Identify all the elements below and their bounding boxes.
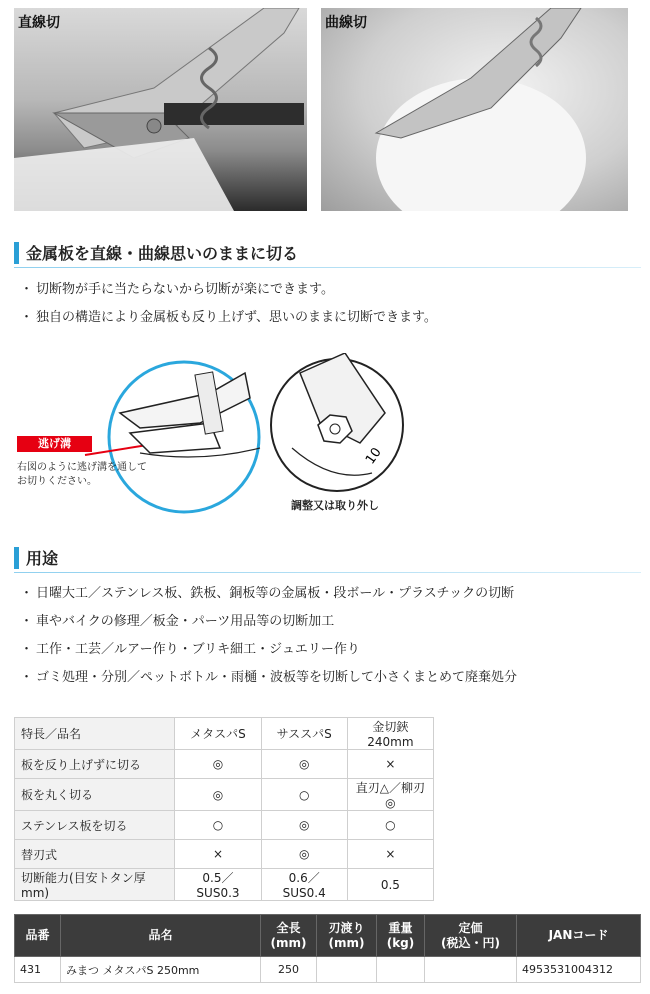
table-header-cell: 金切鋏240mm	[347, 718, 433, 750]
table-header-cell: 全長 (mm)	[261, 915, 317, 957]
table-row	[15, 779, 434, 811]
table-cell: 0.5	[347, 869, 433, 901]
table-cell: 板を反り上げずに切る	[15, 750, 175, 779]
table-cell: ○	[347, 811, 433, 840]
nut-number: 10	[362, 445, 385, 468]
comparison-table	[14, 717, 434, 901]
table-header-cell: 刃渡り (mm)	[317, 915, 377, 957]
heading-rule	[14, 572, 641, 573]
table-header-cell: サススパS	[261, 718, 347, 750]
table-cell	[425, 957, 517, 983]
list-item: ・ 日曜大工／ステンレス板、鉄板、銅板等の金属板・段ボール・プラスチックの切断	[20, 586, 515, 601]
table-header-cell: 定価 (税込・円)	[425, 915, 517, 957]
diagram-caption: 調整又は取り外し	[291, 499, 379, 512]
table-row	[15, 750, 434, 779]
relief-groove-note: 右図のように逃げ溝を通してお切りください。	[17, 462, 147, 487]
table-cell: ×	[347, 840, 433, 869]
table-cell: ◎	[261, 840, 347, 869]
photo-curve-cut	[321, 8, 628, 211]
list-item: ・ 切断物が手に当たらないから切断が楽にできます。	[20, 282, 334, 297]
list-item: ・ 車やバイクの修理／板金・パーツ用品等の切断加工	[20, 614, 335, 629]
table-header-cell: JANコード	[517, 915, 641, 957]
table-header-cell: 品番	[15, 915, 61, 957]
table-cell: ◎	[175, 779, 261, 811]
snips-illustration	[321, 8, 628, 211]
table-cell: ◎	[175, 750, 261, 779]
table-cell: みまつ メタスパS 250mm	[61, 957, 261, 983]
feature-list	[20, 280, 620, 336]
table-cell: ステンレス板を切る	[15, 811, 175, 840]
photo-straight-cut	[14, 8, 307, 211]
table-header-cell: 特長／品名	[15, 718, 175, 750]
snips-illustration	[14, 8, 307, 211]
table-cell: 250	[261, 957, 317, 983]
table-row	[15, 869, 434, 901]
table-row	[15, 811, 434, 840]
table-cell: ○	[261, 779, 347, 811]
list-item: ・ 工作・工芸／ルアー作り・ブリキ細工・ジュエリー作り	[20, 642, 360, 657]
section-heading	[14, 543, 641, 573]
table-cell: ×	[347, 750, 433, 779]
table-cell: ×	[175, 840, 261, 869]
table-cell: ◎	[261, 750, 347, 779]
table-row	[15, 957, 641, 983]
table-header-cell: 品名	[61, 915, 261, 957]
usage-list	[20, 584, 620, 696]
table-row	[15, 840, 434, 869]
table-header-cell: 重量 (kg)	[377, 915, 425, 957]
table-cell	[377, 957, 425, 983]
table-cell: 直刃△／柳刃◎	[347, 779, 433, 811]
table-cell: 板を丸く切る	[15, 779, 175, 811]
heading-title: 金属板を直線・曲線思いのままに切る	[26, 244, 299, 263]
section-heading	[14, 238, 641, 268]
table-header-row	[15, 915, 641, 957]
table-cell: 0.6／SUS0.4	[261, 869, 347, 901]
table-cell: ◎	[261, 811, 347, 840]
photo-label: 直線切	[18, 15, 60, 31]
heading-rule	[14, 267, 641, 268]
list-item: ・ 独自の構造により金属板も反り上げず、思いのままに切断できます。	[20, 310, 437, 325]
heading-accent-bar	[14, 547, 19, 569]
table-cell: 0.5／SUS0.3	[175, 869, 261, 901]
table-cell	[317, 957, 377, 983]
table-header-row	[15, 718, 434, 750]
product-spec-table	[14, 914, 641, 983]
list-item: ・ ゴミ処理・分別／ペットボトル・雨樋・波板等を切断して小さくまとめて廃棄処分	[20, 670, 518, 685]
table-header-cell: メタスパS	[175, 718, 261, 750]
table-cell: 切断能力(目安トタン厚mm)	[15, 869, 175, 901]
table-cell: ○	[175, 811, 261, 840]
photo-label: 曲線切	[325, 15, 367, 31]
heading-accent-bar	[14, 242, 19, 264]
table-cell: 4953531004312	[517, 957, 641, 983]
table-cell: 替刃式	[15, 840, 175, 869]
heading-title: 用途	[26, 549, 59, 568]
relief-groove-tag: 逃げ溝	[17, 436, 92, 452]
table-cell: 431	[15, 957, 61, 983]
